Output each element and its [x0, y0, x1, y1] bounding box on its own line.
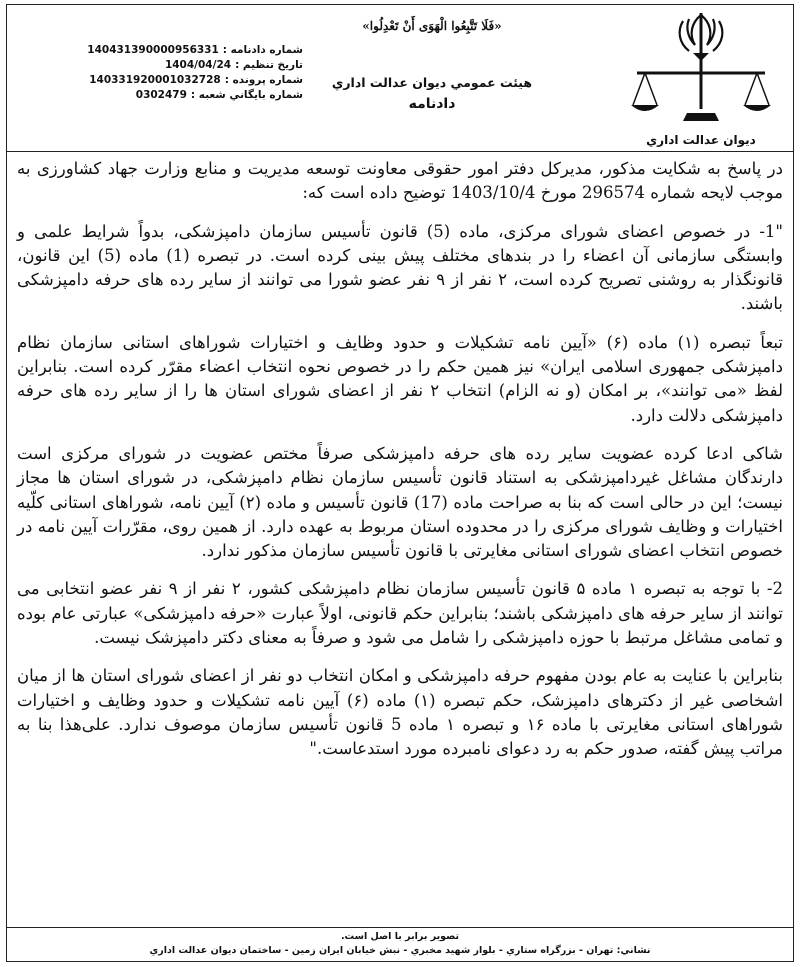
header-divider — [7, 151, 793, 152]
footer-divider — [7, 927, 793, 928]
meta-value: 1404/04/24 — [164, 59, 232, 71]
body-paragraph: در پاسخ به شکایت مذکور، مدیرکل دفتر امور حقوقی معاونت توسعه مدیریت و منابع وزارت جهاد کشاورزی به موجب لایحه شماره 296574 مورخ 1403/10/4 توضیح داده است که: — [17, 159, 783, 203]
meta-label: شماره پرونده : — [224, 74, 303, 86]
issuing-authority: هيئت عمومي ديوان عدالت اداري — [331, 75, 533, 90]
meta-label: تاريخ تنظيم : — [235, 59, 303, 71]
document-page — [6, 4, 794, 962]
body-paragraph: شاکی ادعا کرده عضویت سایر رده های حرفه دامپزشکی صرفاً مختص عضویت در شورای مرکزی است دارندگان مشاغل غیردامپزشکی به استناد قانون تأسیس سازمان نظام دامپزشکی، در شورای استان ها مجاز نیست؛ این در حالی است که بنا به صراحت ماده (17) قانون تأسیس و ماده (۲) آیین نامه، شوراهای استانی کلّیه اختیارات و وظایف شورای مرکزی را در محدوده استان مربوط به عهده دارد. از همین روی، مقرّرات آیین نامه در خصوص انتخاب اعضای شورای استانی مغایرتی با قانون تأسیس سازمان مذکور ندارد. — [17, 443, 783, 561]
meta-value: 140331920001032728 — [89, 74, 221, 86]
header-center — [307, 19, 557, 112]
meta-date — [63, 58, 303, 73]
document-title: دادنامه — [408, 96, 456, 112]
meta-case-number — [63, 73, 303, 88]
document-footer — [7, 930, 793, 958]
body-paragraph: تبعاً تبصره (۱) ماده (۶) «آیین نامه تشکیلات و حدود وظایف و اختیارات شوراهای استانی سازمان نظام دامپزشکی جمهوری اسلامی ایران» نیز همین حکم را در خصوص نحوه انتخاب اعضاء مقرّر کرده است. بنابراین لفظ «می توانند»، بر امکان (و نه الزام) انتخاب ۲ نفر از اعضای شورای استان ها را از سایر رده های حرفه دامپزشکی دلالت دارد. — [17, 332, 783, 425]
document-header — [7, 5, 793, 155]
certified-copy-note: تصوير برابر با اصل است. — [340, 931, 460, 942]
header-verse: «فَلَا تَتَّبِعُوا الْهَوَى أَنْ تَعْدِلُوا» — [362, 19, 502, 33]
document-metadata — [63, 43, 303, 103]
body-paragraph: "1- در خصوص اعضای شورای مرکزی، ماده (5) قانون تأسیس سازمان دامپزشکی، بدواً شرایط علمی و وابستگی سازمانی آن اعضاء را در بندهای مختلف پیش بینی کرده است. در تبصره (1) ماده (5) این قانون، قانونگذار به روشنی تصریح کرده است، ۲ نفر از ۹ نفر عضو شورا می توانند از سایر رده های حرفه دامپزشکی باشند. — [17, 221, 783, 314]
meta-value: 0302479 — [135, 89, 187, 101]
court-emblem — [631, 9, 771, 147]
meta-ruling-number — [63, 43, 303, 58]
meta-archive-number — [63, 88, 303, 103]
body-paragraph: 2- با توجه به تبصره ۱ ماده ۵ قانون تأسیس سازمان نظام دامپزشکی کشور، ۲ نفر از ۹ نفر عضو انتخابی می توانند از سایر حرفه های دامپزشکی باشند؛ بنابراین حکم قانونی، اولاً عبارت «حرفه دامپزشکی» عبارتی عام بوده و تمامی مشاغل مرتبط با حوزه دامپزشکی را شامل می شود و صرفاً به معنای دکتر دامپزشک نیست. — [17, 579, 783, 648]
ruling-body — [17, 157, 783, 776]
meta-value: 140431390000956331 — [87, 44, 219, 56]
meta-label: شماره دادنامه : — [222, 44, 303, 56]
court-address: نشاني: تهران - بزرگراه ستاري - بلوار شهيد مخبري - نبش خيابان ايران زمين - ساختمان ديوان عدالت اداري — [149, 945, 651, 956]
scales-of-justice-icon — [631, 9, 771, 127]
body-paragraph: بنابراین با عنایت به عام بودن مفهوم حرفه دامپزشکی و امکان انتخاب دو نفر از اعضای شورای استان ها از میان اشخاصی غیر از دکترهای دامپزشک، حکم تبصره (۱) ماده (۶) آیین نامه تشکیلات و حدود وظایف و اختیارات شوراهای استانی مغایرتی با ماده ۱۶ و تبصره ۱ ماده 5 قانون تأسیس سازمان موصوف ندارد. علی‌هذا بنا به مراتب پیش گفته، صدور حکم به رد دعوای نامبرده مورد استدعاست." — [17, 666, 784, 759]
meta-label: شماره بايگاني شعبه : — [190, 89, 303, 101]
emblem-caption: ديوان عدالت اداري — [646, 133, 756, 147]
